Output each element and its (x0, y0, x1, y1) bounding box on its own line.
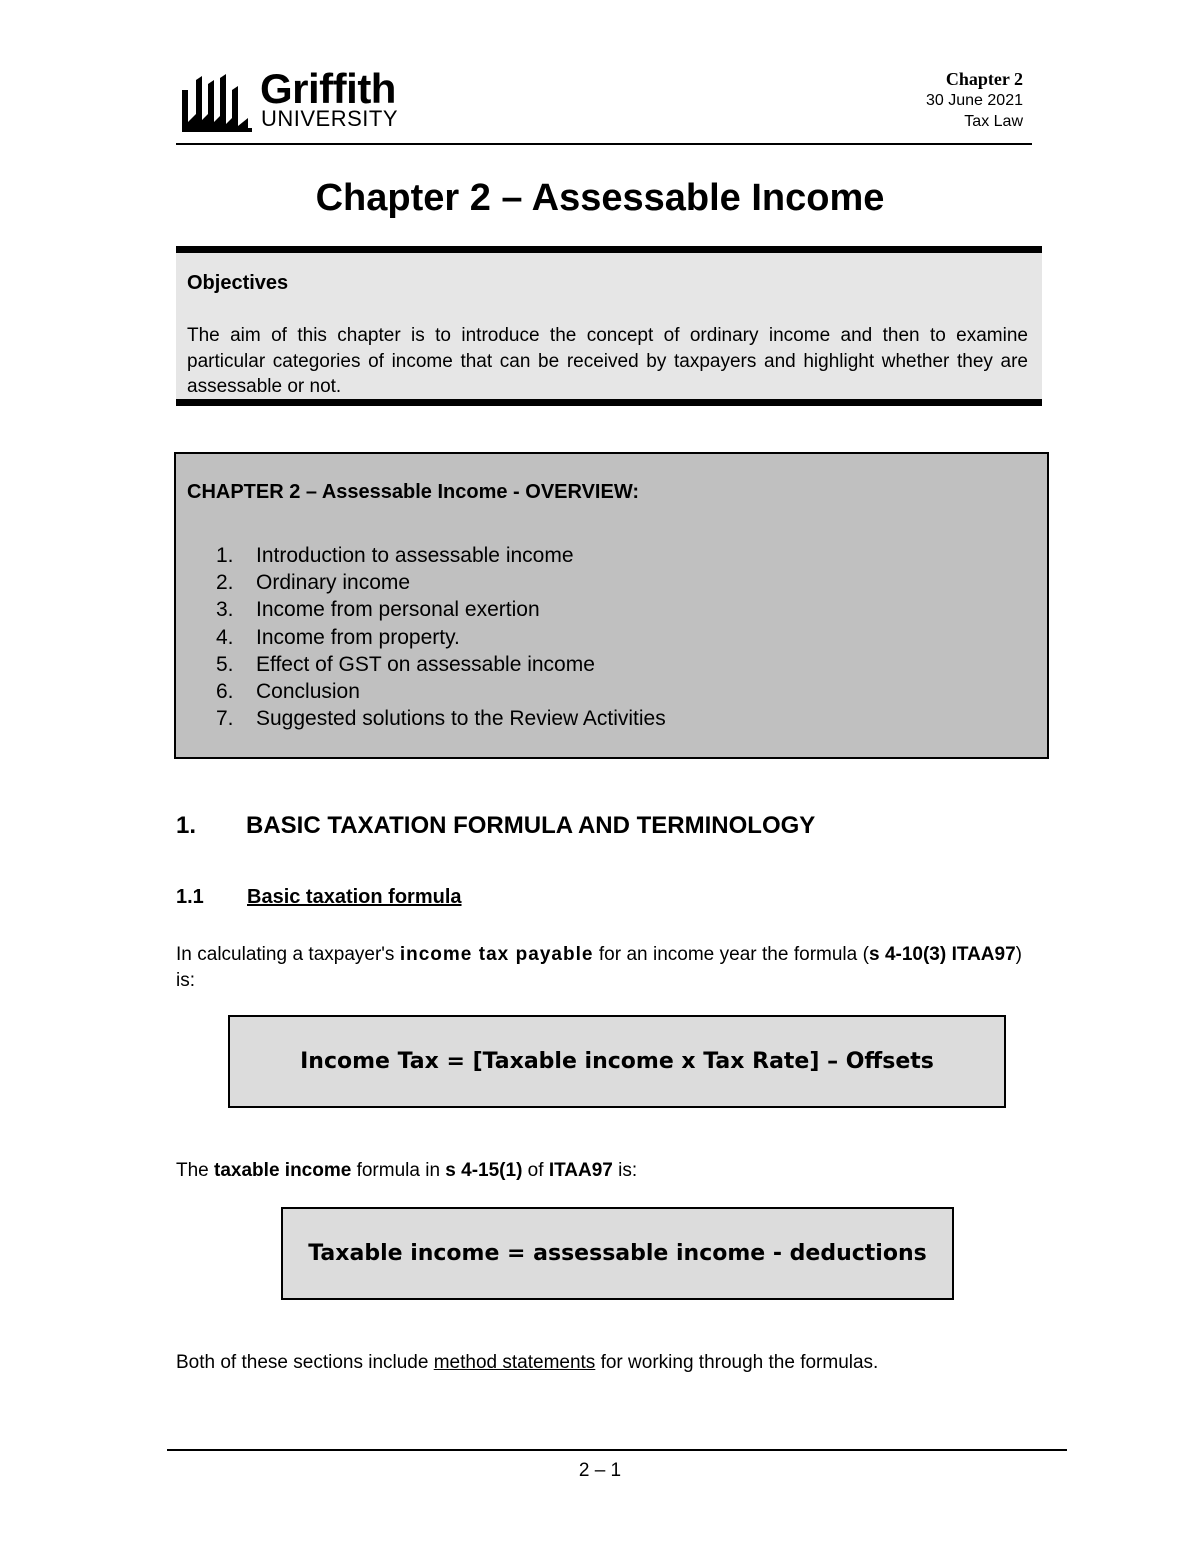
section-number: 1. (176, 812, 197, 839)
footer-divider (167, 1449, 1067, 1451)
objectives-text: The aim of this chapter is to introduce the concept of ordinary income and then to examine particular categories of income that can be received by taxpayers and highlight whether they are assessable or not. (187, 325, 1028, 397)
paragraph-taxable-income: The taxable income formula in s 4-15(1) of ITAA97 is: (176, 1160, 638, 1181)
taxable-income-formula: Taxable income = assessable income - deductions (308, 1241, 927, 1266)
section-1-heading (176, 810, 815, 842)
paragraph-method-statements: Both of these sections include method statements for working through the formulas. (176, 1352, 879, 1373)
list-item: 7. Suggested solutions to the Review Activities (216, 707, 666, 731)
list-item: 2. Ordinary income (216, 571, 411, 595)
header-divider (176, 143, 1032, 145)
page-number: 2 – 1 (578, 1460, 622, 1481)
list-item: 1. Introduction to assessable income (216, 544, 574, 567)
overview-box (174, 452, 1049, 759)
header-chapter: Chapter 2 (945, 69, 1023, 89)
taxable-income-formula-box (281, 1207, 954, 1300)
subsection-number: 1.1 (176, 886, 204, 908)
objectives-box (176, 246, 1042, 406)
paragraph-income-tax: In calculating a taxpayer's income tax payable for an income year the formula (s 4-10(3) ITAA97) is: (176, 944, 1022, 991)
overview-heading: CHAPTER 2 – Assessable Income - OVERVIEW: (187, 481, 640, 503)
list-item: 6. Conclusion (216, 680, 360, 704)
header-subject: Tax Law (964, 113, 1023, 130)
header-meta (926, 69, 1023, 132)
income-tax-formula: Income Tax = [Taxable income x Tax Rate] – Offsets (300, 1049, 934, 1074)
section-title: BASIC TAXATION FORMULA AND TERMINOLOGY (246, 812, 816, 839)
list-item: 4. Income from property. (216, 625, 460, 649)
overview-list (216, 542, 666, 732)
logo-subtitle: UNIVERSITY (261, 106, 399, 131)
section-1-1-heading (176, 883, 462, 911)
list-item: 3. Income from personal exertion (216, 598, 540, 622)
griffith-logo-mark-icon (178, 70, 254, 134)
logo-wordmark: Griffith (260, 65, 396, 112)
griffith-university-logo (178, 65, 418, 134)
page-title: Chapter 2 – Assessable Income (315, 177, 885, 219)
subsection-title: Basic taxation formula (247, 886, 462, 908)
income-tax-formula-box (228, 1015, 1006, 1108)
objectives-heading: Objectives (187, 272, 289, 294)
header-date: 30 June 2021 (926, 92, 1023, 109)
list-item: 5. Effect of GST on assessable income (216, 652, 595, 676)
